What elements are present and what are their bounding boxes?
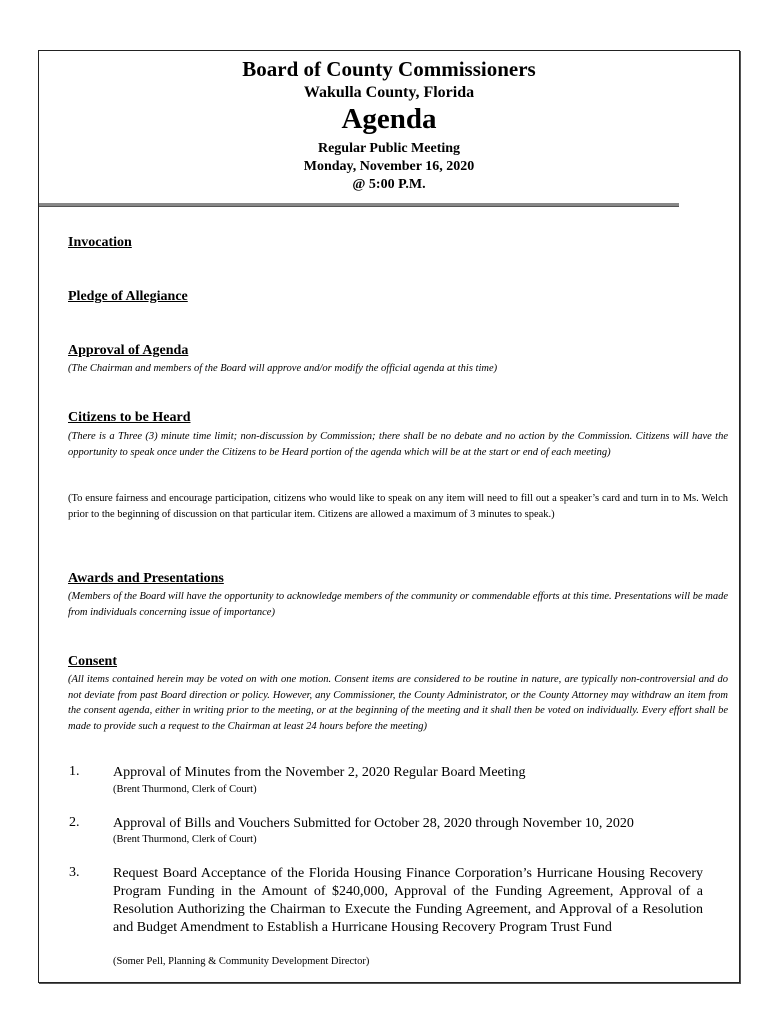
item-number: 1. [69,764,80,779]
item-presenter: (Brent Thurmond, Clerk of Court) [113,834,257,845]
section-awards-note: (Members of the Board will have the opportunity to acknowledge members of the community or commendable efforts at this time. Presentations will be made from individuals concerning issue of importance) [68,591,728,618]
meeting-type: Regular Public Meeting [317,141,461,156]
agenda-title: Agenda [341,103,437,135]
county-name: Wakulla County, Florida [303,84,475,101]
section-pledge: Pledge of Allegiance [68,289,188,304]
section-citizens-note: (There is a Three (3) minute time limit; non-discussion by Commission; there shall be no debate and no action by the Commission. Citizens will have the opportunity to speak once under the Citizens to be Heard portion of the agenda which will be at the start or end of each meeting) [68,431,728,458]
meeting-date: Monday, November 16, 2020 [303,159,475,174]
meeting-time: @ 5:00 P.M. [352,177,426,192]
section-consent-title: Consent [68,654,118,669]
header-divider [39,203,679,207]
section-citizens-title: Citizens to be Heard [68,410,191,425]
item-presenter: (Brent Thurmond, Clerk of Court) [113,784,257,795]
agenda-page [38,50,740,983]
item-text: Approval of Bills and Vouchers Submitted for October 28, 2020 through November 10, 2020 [113,816,634,831]
item-number: 3. [69,865,80,880]
section-citizens-para: (To ensure fairness and encourage participation, citizens who would like to speak on any item will need to fill out a speaker’s card and turn in to Ms. Welch prior to the beginning of discussion on that particular item. Citizens are allowed a maximum of 3 minutes to speak.) [68,493,728,520]
section-consent-note: (All items contained herein may be voted on with one motion. Consent items are considered to be routine in nature, are typically non-controversial and do not deviate from past Board direction or policy. However, any Commissioner, the County Administrator, or the County Attorney may withdraw an item from the consent agenda, either in writing prior to the meeting, or at the beginning of the meeting and it shall then be voted on individually. Every effort shall be made to provide such a request to the Chairman at least 24 hours before the meeting) [68,674,728,732]
item-presenter: (Somer Pell, Planning & Community Development Director) [113,956,370,967]
board-name: Board of County Commissioners [242,57,536,81]
item-number: 2. [69,815,80,830]
section-invocation: Invocation [68,235,132,250]
section-awards-title: Awards and Presentations [68,571,224,586]
section-approval-title: Approval of Agenda [68,343,189,358]
item-text: Request Board Acceptance of the Florida Housing Finance Corporation’s Hurricane Housing Recovery Program Funding in the Amount of $240,000, Approval of the Funding Agreement, Approval of a Resolution Authorizing the Chairman to Execute the Funding Agreement, and Approval of a Resolution and Budget Amendment to Establish a Hurricane Housing Recovery Program Trust Fund [113,866,703,935]
item-text: Approval of Minutes from the November 2, 2020 Regular Board Meeting [113,765,526,780]
section-approval-note: (The Chairman and members of the Board will approve and/or modify the official agenda at this time) [68,363,498,374]
